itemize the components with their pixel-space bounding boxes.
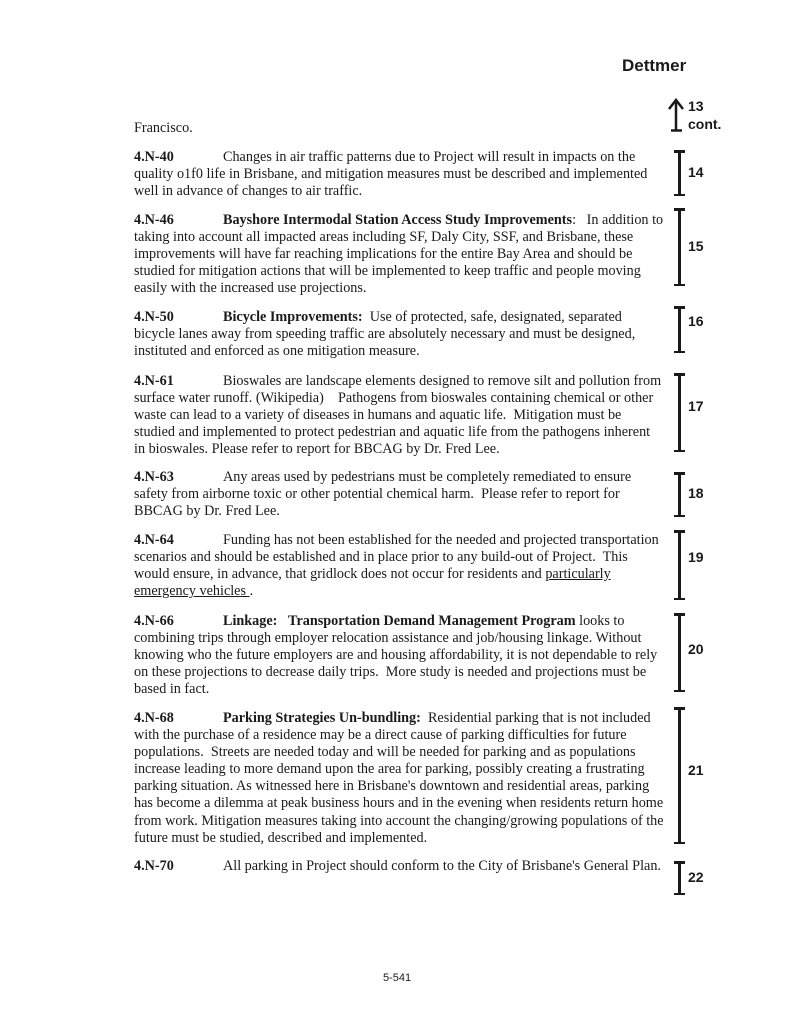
bracket-cont-label: cont. — [688, 116, 722, 132]
bracket-number-22: 22 — [688, 869, 704, 885]
comment-4n40 — [134, 149, 664, 200]
comment-text: Any areas used by pedestrians must be completely remediated to ensure safety from airborne toxic or other potential chemical harm. Please refer to report for BBCAG by Dr. Fred Lee. — [134, 469, 635, 520]
up-arrow-icon — [668, 98, 690, 132]
bracket-number-14: 14 — [688, 164, 704, 180]
comment-underlined-text: particularly emergency vehicles — [134, 566, 611, 600]
comment-id: 4.N-66 — [134, 613, 174, 629]
comment-title-2: Transportation Demand Management Program — [288, 613, 576, 629]
comment-text: In addition to taking into account all impacted areas including SF, Daly City, SSF, and Brisbane, these improvements will have far reaching implications for the entire Bay Area and should be studied for mitigation actions that will be implemented to keep traffic and people moving easily with the increased use projections. — [134, 212, 664, 297]
author-name: Dettmer — [622, 56, 687, 75]
bracket-number-18: 18 — [688, 485, 704, 501]
bracket-19 — [674, 530, 685, 600]
bracket-21 — [674, 707, 685, 844]
bracket-17 — [674, 373, 685, 452]
comment-4n46 — [134, 212, 664, 297]
comment-id: 4.N-68 — [134, 710, 174, 726]
comment-title-suffix: : — [572, 212, 577, 228]
comment-id: 4.N-63 — [134, 469, 174, 485]
comment-id: 4.N-64 — [134, 532, 174, 548]
comment-text: Changes in air traffic patterns due to Project will result in impacts on the quality o1f0 life in Brisbane, and mitigation measures must be described and implemented well in advance of changes to air traffic. — [134, 149, 648, 200]
comment-title: Bayshore Intermodal Station Access Study Improvements — [223, 212, 573, 228]
comment-id: 4.N-70 — [134, 858, 174, 874]
comment-title: Parking Strategies Un-bundling: — [223, 710, 421, 726]
comment-id: 4.N-40 — [134, 149, 174, 165]
bracket-18 — [674, 472, 685, 517]
bracket-number-13: 13 — [688, 98, 704, 114]
comment-id: 4.N-46 — [134, 212, 174, 228]
bracket-15 — [674, 208, 685, 286]
comment-text: looks to combining trips through employer relocation assistance and job/housing linkage. Without knowing who the future employers are and housing affordability, it is not dependable to rely on these projections to decrease daily trips. More study is needed and projections must be based in fact. — [134, 613, 661, 698]
comment-text: Use of protected, safe, designated, separated bicycle lanes away from speeding traffic are absolutely necessary and must be designed, instituted and enforced as one mitigation measure. — [134, 309, 636, 360]
comment-4n61 — [134, 373, 664, 458]
page-number: 5-541 — [383, 972, 412, 984]
bracket-14 — [674, 150, 685, 196]
comment-4n50 — [134, 309, 664, 360]
bracket-number-15: 15 — [688, 238, 704, 254]
bracket-number-17: 17 — [688, 398, 704, 414]
comment-4n70 — [134, 858, 664, 875]
bracket-number-19: 19 — [688, 549, 704, 565]
bracket-number-20: 20 — [688, 641, 704, 657]
comment-title: Bicycle Improvements: — [223, 309, 363, 325]
comment-title: Linkage: — [223, 613, 278, 629]
comment-id: 4.N-50 — [134, 309, 174, 325]
bracket-number-21: 21 — [688, 762, 704, 778]
comment-id: 4.N-61 — [134, 373, 174, 389]
comment-text: Residential parking that is not included with the purchase of a residence may be a direct cause of parking difficulties for future populations. Streets are needed today and will be needed for parking and as populations increase leading to more demand upon the area for parking, possibly creating a frustrating parking situation. As witnessed here in Brisbane's downtown and residential areas, parking has become a dilemma at peak business hours and in the evening when residents return home from work. Mitigation measures taking into account the changing/growing populations of the future must be studied, described and implemented. — [134, 710, 668, 846]
bracket-22 — [674, 861, 685, 895]
comment-4n66 — [134, 613, 664, 698]
continuation-text: Francisco. — [134, 120, 193, 136]
bracket-number-16: 16 — [688, 313, 704, 329]
comment-4n63 — [134, 469, 664, 520]
comment-text: Bioswales are landscape elements designed to remove silt and pollution from surface water runoff. (Wikipedia) Pathogens from bioswales containing chemical or other waste can lead to a variety of diseases in humans and aquatic life. Mitigation must be studied and implemented to protect pedestrian and aquatic life from the pathogens inherent in bioswales. Please refer to report for BBCAG by Dr. Fred Lee. — [134, 373, 665, 458]
comment-4n64 — [134, 532, 664, 600]
comment-text: Funding has not been established for the needed and projected transportation scenarios and should be established and in place prior to any build-out of Project. This would ensure, in advance, that gridlock does not occur for residents and — [134, 532, 663, 583]
comment-text: All parking in Project should conform to the City of Brisbane's General Plan. — [223, 858, 661, 874]
bracket-20 — [674, 613, 685, 692]
bracket-16 — [674, 306, 685, 353]
comment-text-end: . — [249, 583, 254, 600]
comment-4n68 — [134, 710, 668, 847]
